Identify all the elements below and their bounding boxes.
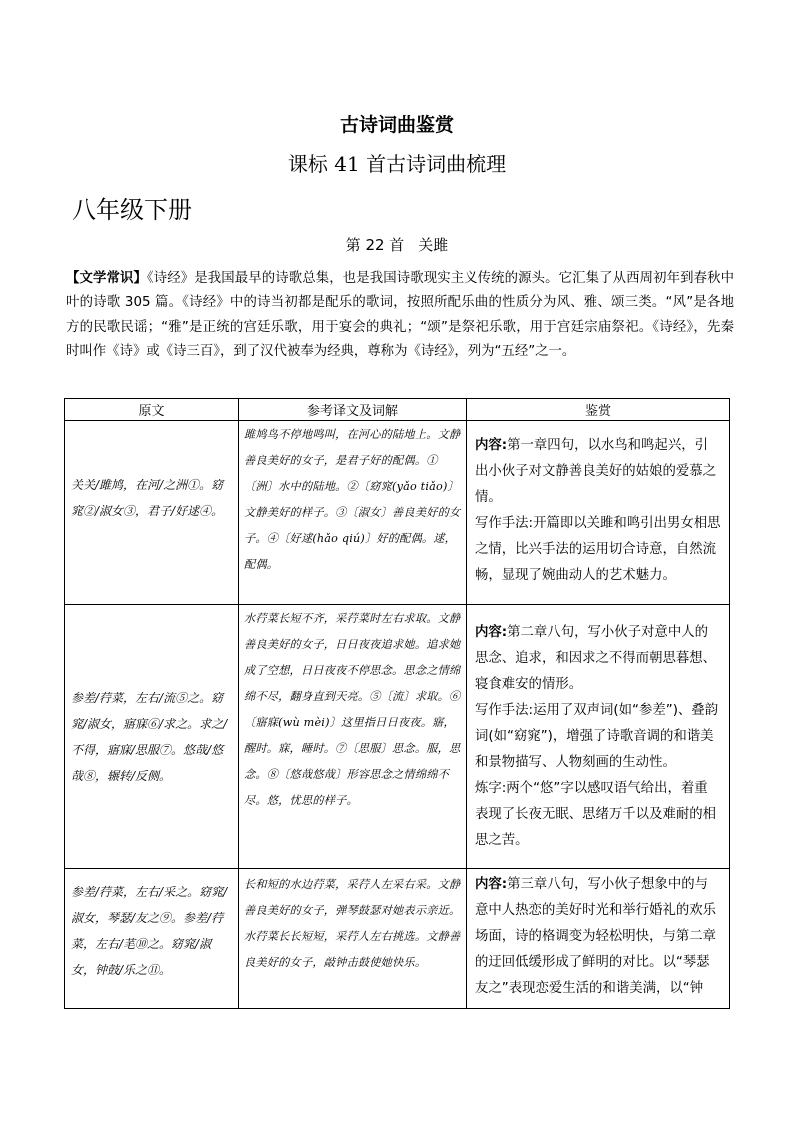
translation-cell [239, 421, 467, 605]
table-header-row [65, 399, 730, 421]
content-text: 第一章四句，以水鸟和鸣起兴，引出小伙子对文静善良美好的姑娘的爱慕之情。 [475, 438, 717, 505]
translation-text: 长和短的水边荇菜，采荇人左采右采。文静善良美好的女子，弹琴鼓瑟对她表示亲近。水荇菜长长短短，采荇人左右挑选。文静善良美好的女子，敲钟击鼓使她快乐。 [244, 878, 461, 969]
translation-cell [239, 605, 467, 869]
header-translation: 参考译文及词解 [239, 399, 467, 421]
original-cell [65, 605, 239, 869]
table-row [65, 869, 730, 1009]
content-label: 内容: [475, 438, 508, 453]
page-title: 古诗词曲鉴赏 [339, 114, 454, 136]
appreciation-cell [467, 421, 730, 605]
appreciation-text [467, 605, 729, 858]
technique-paragraph [475, 698, 721, 776]
content-text: 第三章八句，写小伙子想象中的与意中人热恋的美好时光和举行婚礼的欢乐场面，诗的格调变为轻松明快，与第二章的迂回低缓形成了鲜明的对比。以“琴瑟友之”表现恋爱生活的和谐美满，以“钟 [475, 877, 717, 996]
technique-text: 运用了双声词(如“参差”)、叠韵词(如“窈窕”)，增强了诗歌音调的和谐美和景物描写、人物刻画的生动性。 [475, 703, 719, 770]
appreciation-cell [467, 605, 730, 869]
grade-heading: 八年级下册 [72, 196, 192, 224]
poem-name: 关雎 [418, 236, 449, 254]
literary-knowledge-tag: 【文学常识】 [66, 271, 147, 286]
word-choice-text: 两个“悠”字以感叹语气给出，着重表现了长夜无眠、思绪万千以及难耐的相思之苦。 [475, 781, 717, 848]
appreciation-cell [467, 869, 730, 1009]
appreciation-text [467, 869, 729, 1006]
translation-text: 雎鸠鸟不停地鸣叫，在河心的陆地上。文静善良美好的女子，是君子好的配偶。①〔洲〕水中的陆地。②〔窈窕(yǎo tiǎo)〕文静美好的样子。③〔淑女〕善良美好的女子。④〔好逑(hǎo qiú)〕好的配偶。逑，配偶。 [244, 428, 461, 571]
original-cell [65, 421, 239, 605]
header-appreciation: 鉴赏 [467, 399, 730, 421]
technique-text: 开篇即以关雎和鸣引出男女相思之情，比兴手法的运用切合诗意，自然流畅，显现了婉曲动人的艺术魅力。 [475, 516, 721, 583]
poem-heading [0, 234, 794, 255]
literary-knowledge-paragraph [66, 267, 734, 364]
content-text: 第二章八句，写小伙子对意中人的思念、追求，和因求之不得而朝思暮想、寝食难安的情形。 [475, 625, 717, 692]
original-text: 参差/荇菜，左右/采之。窈窕/淑女，琴瑟/友之⑨。参差/荇菜，左右/芼⑩之。窈窕/淑女，钟鼓/乐之⑪。 [71, 885, 228, 977]
content-label: 内容: [475, 877, 508, 892]
poem-number: 第 22 首 [345, 236, 405, 254]
original-cell [65, 869, 239, 1009]
content-paragraph [475, 433, 721, 511]
poem-analysis-table [64, 398, 730, 1009]
table-row [65, 421, 730, 605]
content-label: 内容: [475, 625, 508, 640]
technique-label: 写作手法: [475, 703, 534, 718]
translation-cell [239, 869, 467, 1009]
technique-label: 写作手法: [475, 516, 534, 531]
header-original: 原文 [65, 399, 239, 421]
literary-knowledge-text: 《诗经》是我国最早的诗歌总集，也是我国诗歌现实主义传统的源头。它汇集了从西周初年到春秋中叶的诗歌 305 篇。《诗经》中的诗当初都是配乐的歌词，按照所配乐曲的性质分为风、雅、颂三类。“风”是各地方的民歌民谣；“雅”是正统的宫廷乐歌，用于宴会的典礼；“颂”是祭祀乐歌，用于宫廷宗庙祭祀。《诗经》，先秦时叫作《诗》或《诗三百》，到了汉代被奉为经典，尊称为《诗经》，列为“五经”之一。 [66, 271, 735, 359]
translation-text: 水荇菜长短不齐，采荇菜时左右求取。文静善良美好的女子，日日夜夜追求她。追求她成了空想，日日夜夜不停思念。思念之情绵绵不尽，翻身直到天亮。⑤〔流〕求取。⑥〔寤寐(wù mèi)〕这里指日日夜夜。寤，醒时。寐，睡时。⑦〔思服〕思念。服，思念。⑧〔悠哉悠哉〕形容思念之情绵绵不尽。悠，忧思的样子。 [244, 612, 461, 807]
word-choice-label: 炼字: [475, 781, 507, 796]
page-subtitle: 课标 41 首古诗词曲梳理 [287, 152, 507, 176]
content-paragraph [475, 872, 721, 1002]
appreciation-text [467, 421, 729, 593]
word-choice-paragraph [475, 776, 721, 854]
original-text: 关关/雎鸠，在河/之洲①。窈窕②/淑女③，君子/好逑④。 [71, 478, 224, 518]
content-paragraph [475, 620, 721, 698]
table-row [65, 605, 730, 869]
technique-paragraph [475, 511, 721, 589]
original-text: 参差/荇菜，左右/流⑤之。窈窕/淑女，寤寐⑥/求之。求之/不得，寤寐/思服⑦。悠哉/悠哉⑧，辗转/反侧。 [71, 691, 228, 783]
